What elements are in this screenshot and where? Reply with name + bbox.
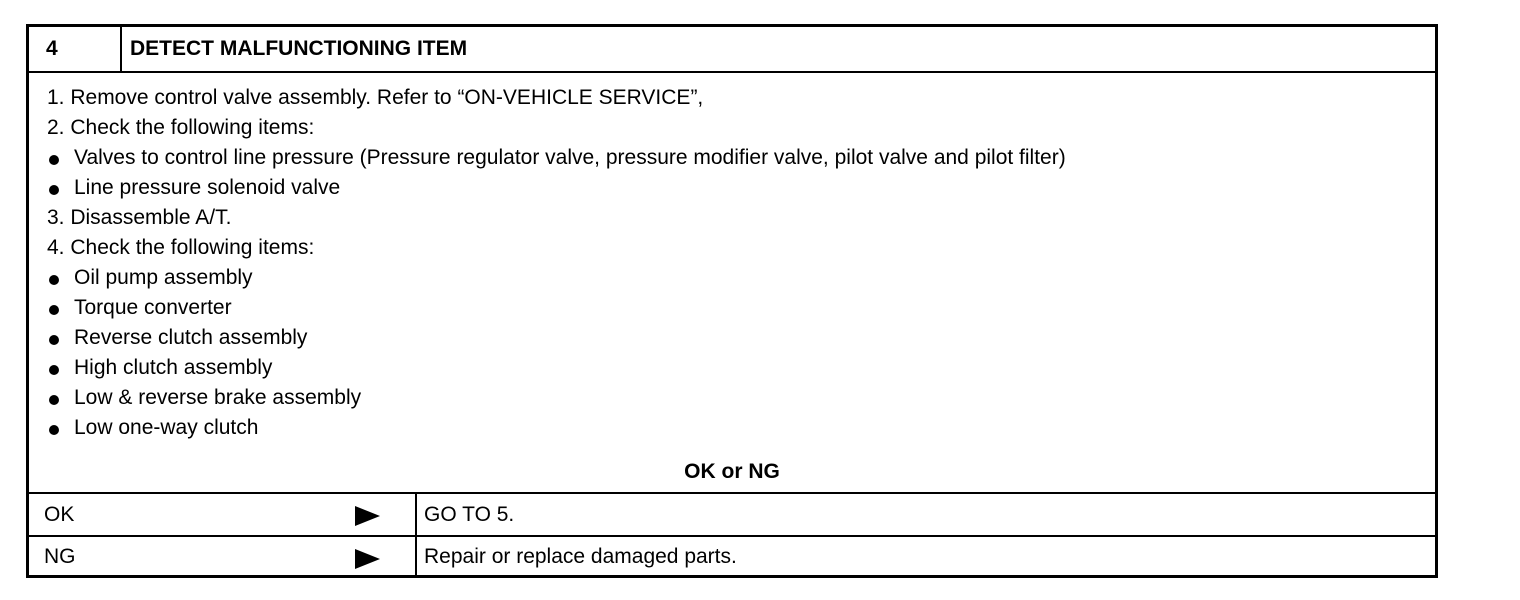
step-title: DETECT MALFUNCTIONING ITEM [130,37,468,60]
result-action-ng: Repair or replace damaged parts. [424,545,737,568]
diagnostic-step-table [26,24,1438,578]
bullet-text: Torque converter [74,296,232,319]
bullet-icon [49,185,59,195]
right-triangle-arrow-icon [355,549,380,569]
bullet-item [47,263,1425,293]
bullet-text: Low & reverse brake assembly [74,386,362,409]
ok-or-ng-heading: OK or NG [684,460,780,483]
bullet-item [47,413,1425,443]
step-number: 4 [29,27,122,71]
step-header [29,27,1435,73]
bullet-icon [49,305,59,315]
bullet-item [47,293,1425,323]
instruction-list [47,83,1425,443]
result-action-ok: GO TO 5. [424,503,515,526]
column-divider [415,494,417,535]
bullet-text: Low one-way clutch [74,416,259,439]
column-divider [415,537,417,575]
instruction-line: 4. Check the following items: [47,236,315,259]
bullet-text: Oil pump assembly [74,266,253,289]
instruction-line: 1. Remove control valve assembly. Refer to “ON-VEHICLE SERVICE”, [47,86,704,109]
bullet-icon [49,155,59,165]
bullet-text: Reverse clutch assembly [74,326,308,349]
result-row-ng [29,535,1435,575]
bullet-text: Line pressure solenoid valve [74,176,341,199]
instruction-line: 3. Disassemble A/T. [47,206,232,229]
bullet-icon [49,365,59,375]
bullet-icon [49,335,59,345]
bullet-item [47,353,1425,383]
result-row-ok [29,492,1435,535]
bullet-text: Valves to control line pressure (Pressure regulator valve, pressure modifier valve, pilot valve and pilot filter) [74,146,1066,169]
bullet-item [47,323,1425,353]
bullet-text: High clutch assembly [74,356,273,379]
bullet-item [47,173,1425,203]
result-label-ng: NG [44,545,76,568]
bullet-icon [49,395,59,405]
bullet-icon [49,275,59,285]
bullet-item [47,383,1425,413]
bullet-icon [49,425,59,435]
bullet-item [47,143,1425,173]
instruction-line: 2. Check the following items: [47,116,315,139]
result-label-ok: OK [44,503,75,526]
right-triangle-arrow-icon [355,506,380,526]
